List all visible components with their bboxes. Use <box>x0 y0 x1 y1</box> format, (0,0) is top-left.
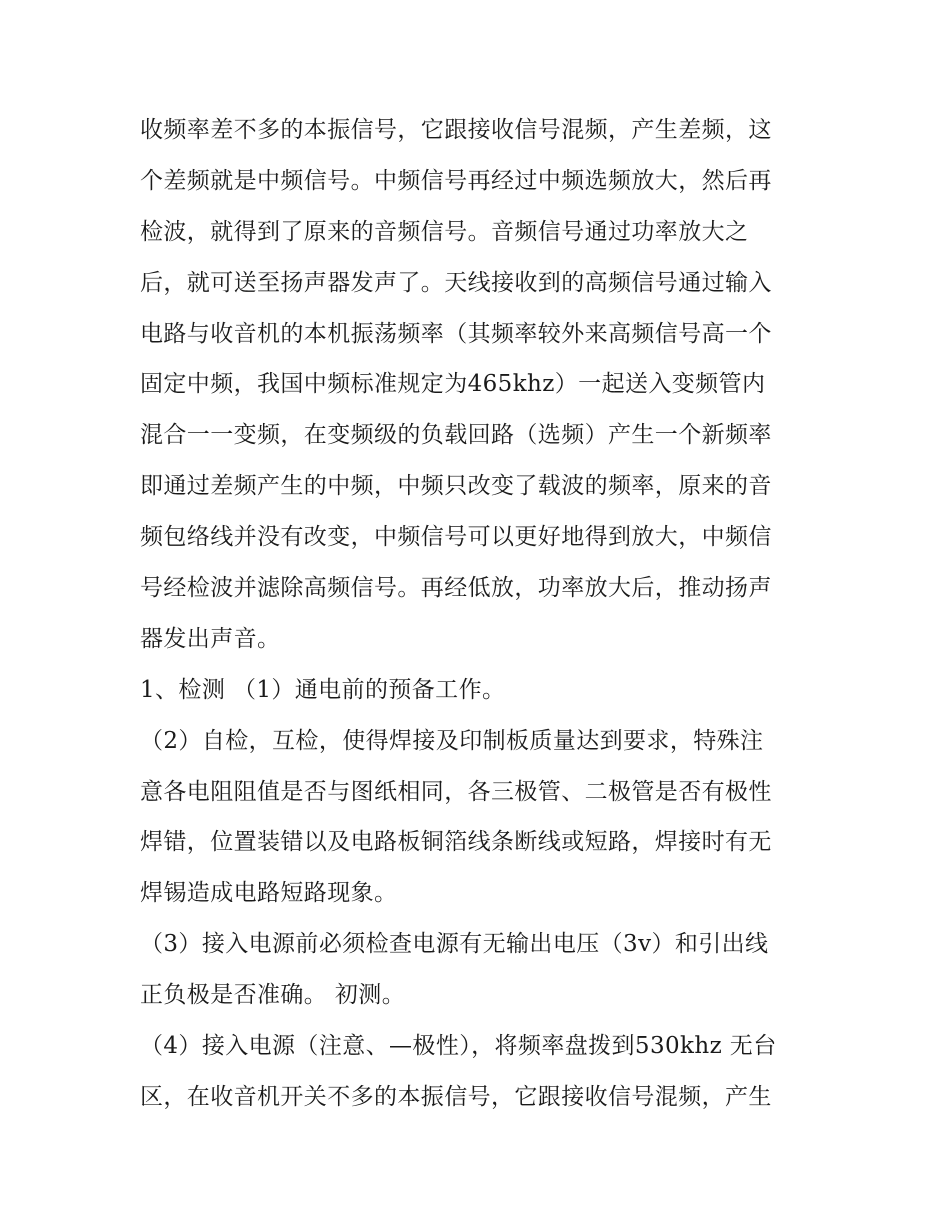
text-line-1: 收频率差不多的本振信号，它跟接收信号混频，产生差频，这 <box>140 117 772 143</box>
text-line-8: 即通过差频产生的中频，中频只改变了载波的频率，原来的音 <box>140 473 772 500</box>
text-line-4: 后，就可送至扬声器发声了。天线接收到的高频信号通过输入 <box>140 269 772 296</box>
text-line-5: 电路与收音机的本机振荡频率（其频率较外来高频信号高一个 <box>140 320 772 347</box>
text-line-11: 器发出声音。 <box>140 625 281 652</box>
text-line-3: 检波，就得到了原来的音频信号。音频信号通过功率放大之 <box>140 218 749 245</box>
section-heading-detection: 1、检测 （1）通电前的预备工作。 <box>140 676 506 703</box>
text-line-10: 号经检波并滤除高频信号。再经低放，功率放大后，推动扬声 <box>140 575 772 602</box>
text-line-17: （3）接入电源前必须检查电源有无输出电压（3v）和引出线 <box>140 931 769 958</box>
text-line-16: 焊锡造成电路短路现象。 <box>140 880 398 907</box>
text-line-7: 混合一一变频，在变频级的负载回路（选频）产生一个新频率 <box>140 422 772 449</box>
text-line-9: 频包络线并没有改变，中频信号可以更好地得到放大，中频信 <box>140 524 772 551</box>
text-line-14: 意各电阻阻值是否与图纸相同，各三极管、二极管是否有极性 <box>140 778 772 805</box>
text-line-15: 焊错，位置装错以及电路板铜箔线条断线或短路，焊接时有无 <box>140 829 772 856</box>
body-text <box>140 105 820 1123</box>
text-line-19: （4）接入电源（注意、—极性），将频率盘拨到530khz 无台 <box>140 1033 777 1060</box>
text-line-13: （2）自检，互检，使得焊接及印制板质量达到要求，特殊注 <box>140 727 764 754</box>
text-line-6: 固定中频，我国中频标准规定为465khz）一起送入变频管内 <box>140 371 766 398</box>
text-line-18: 正负极是否准确。 初测。 <box>140 982 406 1009</box>
text-line-2: 个差频就是中频信号。中频信号再经过中频选频放大，然后再 <box>140 167 772 194</box>
text-line-20: 区，在收音机开关不多的本振信号，它跟接收信号混频，产生 <box>140 1083 772 1110</box>
